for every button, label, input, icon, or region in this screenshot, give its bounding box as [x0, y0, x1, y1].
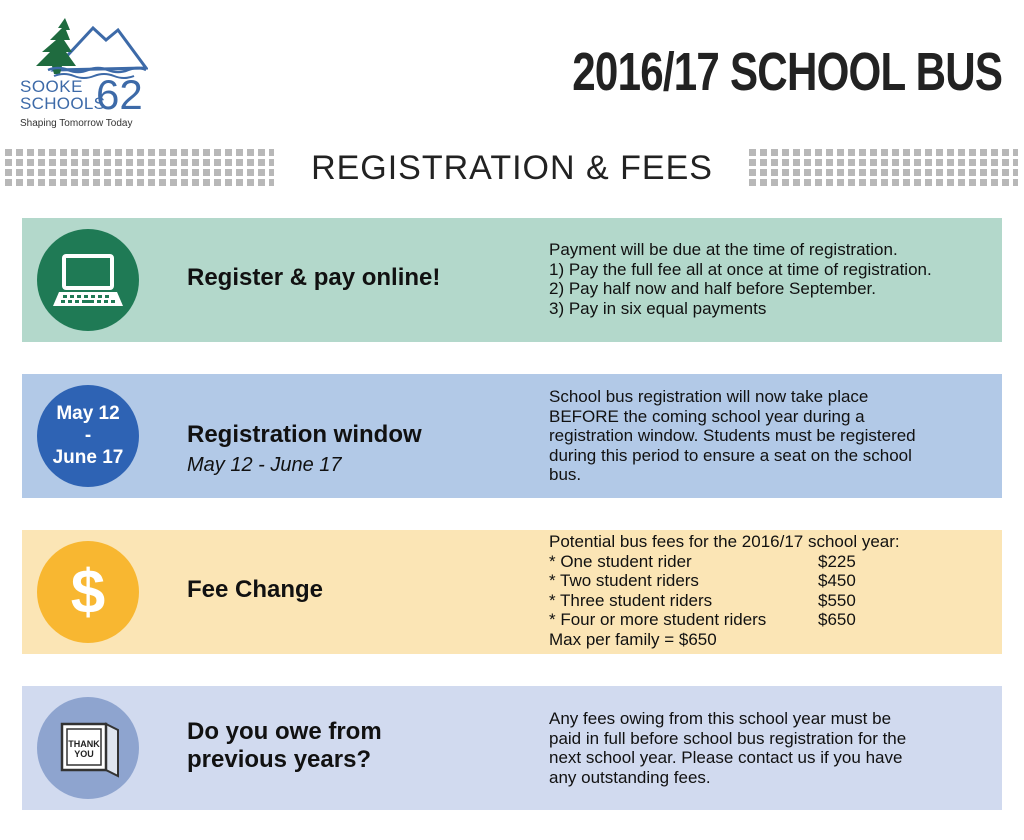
- fee-label: * Two student riders: [549, 571, 699, 590]
- register-online-card: [22, 218, 1002, 342]
- laptop-circle: [37, 229, 139, 331]
- fee-row: [549, 571, 989, 591]
- card1-heading: Register & pay online!: [187, 264, 441, 291]
- card2-line: BEFORE the coming school year during a: [549, 406, 865, 426]
- fee-amount: $550: [818, 590, 856, 610]
- card3-text: [549, 532, 989, 649]
- card4-text: [549, 709, 989, 787]
- owe-previous-card: [22, 686, 1002, 810]
- date-badge: [37, 385, 139, 487]
- fee-row: [549, 552, 989, 572]
- card2-line: School bus registration will now take place: [549, 387, 869, 406]
- logo-number: 62: [96, 71, 143, 118]
- fee-amount: $450: [818, 571, 856, 590]
- sooke-schools-logo: [18, 10, 158, 130]
- thank-you-card-icon: [56, 716, 120, 780]
- card4-heading: [187, 718, 382, 774]
- registration-window-card: [22, 374, 1002, 498]
- date-badge-dash: -: [84, 425, 92, 446]
- card1-line: 2) Pay half now and half before September.: [549, 279, 876, 298]
- logo-tagline: Shaping Tomorrow Today: [20, 118, 133, 129]
- page-title: 2016/17 SCHOOL BUS: [572, 42, 1002, 102]
- card2-subheading: May 12 - June 17: [187, 454, 342, 476]
- mountain-tree-icon: [18, 10, 148, 80]
- date-badge-end: June 17: [52, 447, 124, 468]
- card4-line: Any fees owing from this school year must be: [549, 709, 892, 728]
- section-subtitle: REGISTRATION & FEES: [311, 149, 713, 187]
- card2-heading: Registration window: [187, 421, 422, 448]
- card1-text: [549, 240, 989, 318]
- dollar-circle: [37, 541, 139, 643]
- card2-line: during this period to ensure a seat on the school: [549, 445, 912, 465]
- card1-line: Payment will be due at the time of registration.: [549, 240, 898, 259]
- card4-line: any outstanding fees.: [549, 767, 711, 787]
- fee-row: [549, 610, 989, 630]
- fee-intro: Potential bus fees for the 2016/17 school year:: [549, 532, 900, 551]
- logo-schools-text: SCHOOLS: [20, 94, 106, 113]
- fee-max: Max per family = $650: [549, 629, 717, 649]
- fee-row: [549, 591, 989, 611]
- card2-text: [549, 387, 989, 485]
- fee-amount: $650: [818, 610, 856, 629]
- card-text-thank: THANK: [68, 739, 100, 749]
- card1-line: 1) Pay the full fee all at once at time of registration.: [549, 259, 932, 279]
- fee-label: * Three student riders: [549, 590, 713, 610]
- fee-change-card: [22, 530, 1002, 654]
- card4-heading-line: previous years?: [187, 746, 372, 773]
- fee-amount: $225: [818, 551, 856, 571]
- fee-label: * One student rider: [549, 551, 692, 571]
- dollar-icon: $: [70, 557, 106, 627]
- card2-line: registration window. Students must be registered: [549, 426, 916, 445]
- card2-line: bus.: [549, 465, 582, 484]
- card4-line: next school year. Please contact us if you have: [549, 748, 903, 767]
- laptop-icon: [53, 252, 123, 308]
- logo-sooke-text: SOOKE: [20, 77, 83, 96]
- card4-heading-line: Do you owe from: [187, 718, 382, 745]
- card1-line: 3) Pay in six equal payments: [549, 298, 767, 318]
- card4-line: paid in full before school bus registration for the: [549, 728, 907, 748]
- thank-you-circle: [37, 697, 139, 799]
- fee-label: * Four or more student riders: [549, 610, 767, 629]
- date-badge-start: May 12: [56, 403, 120, 424]
- card-text-you: YOU: [74, 749, 94, 759]
- card3-heading: Fee Change: [187, 576, 324, 603]
